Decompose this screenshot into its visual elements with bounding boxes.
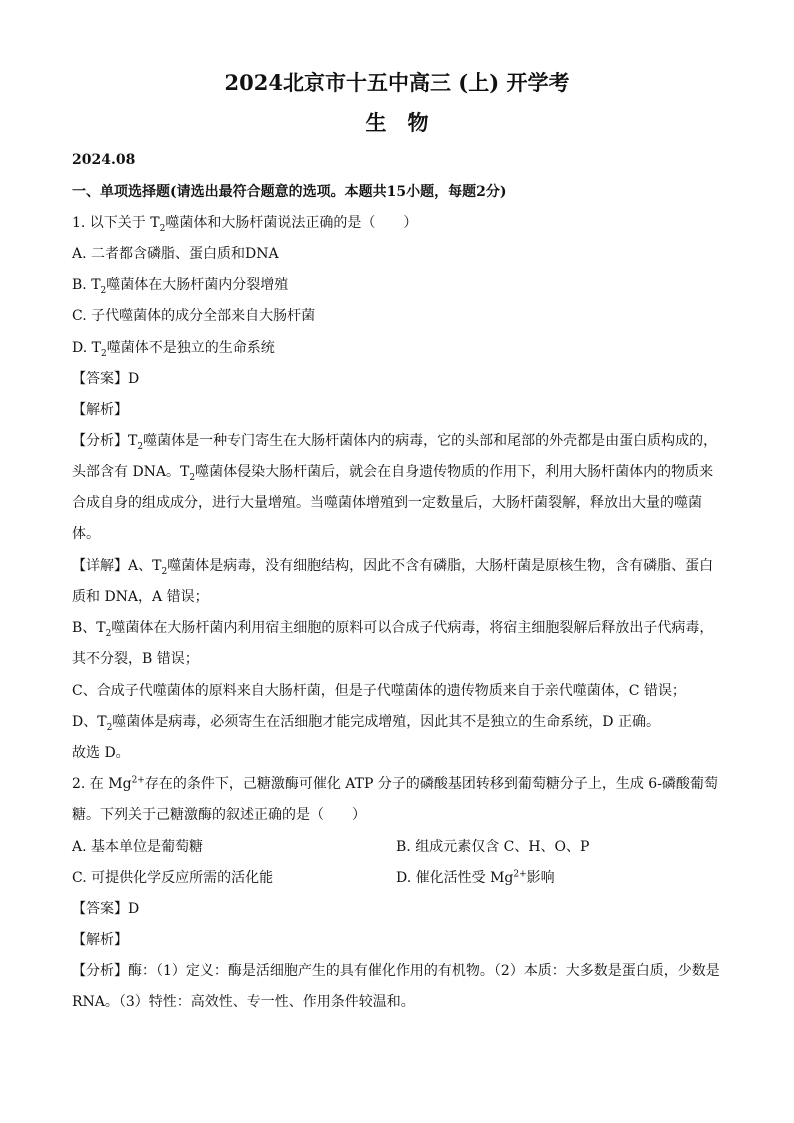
q1-stem: 1. 以下关于 $T_2$噬菌体和大肠杆菌说法正确的是（ ） <box>72 215 418 234</box>
q1-fenxi: 【分析】$T_2$噬菌体是一种专门寄生在大肠杆菌体内的病毒，它的头部和尾部的外壳都是由蛋白质构成的，头部含有 DNA。$T_2$噬菌体侵染大肠杆菌后，就会在自身遗传物质的作用下，利用大肠杆菌体内的物质来合成自身的组成成分，进行大量增殖。当噬菌体增殖到一定数量后，大肠杆菌裂解，释放出大量的噬菌体。 <box>72 433 718 542</box>
q1-answer: 【答案】D <box>72 371 140 387</box>
q1-detail-c: C、合成子代噬菌体的原料来自大肠杆菌，但是子代噬菌体的遗传物质来自于亲代噬菌体，C 错误； <box>72 683 686 699</box>
q2-option-c: C. 可提供化学反应所需的活化能 <box>72 870 274 886</box>
q1-detail-b: B、$T_2$噬菌体在大肠杆菌内利用宿主细胞的原料可以合成子代病毒，将宿主细胞裂解后释放出子代病毒，其不分裂，B 错误； <box>72 620 714 667</box>
q1-conclusion: 故选 D。 <box>72 745 130 761</box>
q2-option-d: D. 催化活性受 $Mg^{2+}$影响 <box>396 869 555 886</box>
section-heading: 一、单项选择题(请选出最符合题意的选项。本题共15小题，每题2分) <box>72 184 507 200</box>
q1-option-d: D. $T_2$噬菌体不是独立的生命系统 <box>72 340 275 359</box>
q1-option-c: C. 子代噬菌体的成分全部来自大肠杆菌 <box>72 308 316 324</box>
q1-detail-d: D、$T_2$噬菌体是病毒，必须寄生在活细胞才能完成增殖，因此其不是独立的生命系统，D 正确。 <box>72 714 660 733</box>
page-title: 2024北京市十五中高三 (上) 开学考 <box>224 70 570 95</box>
q2-answer: 【答案】D <box>72 901 140 917</box>
exam-date: 2024.08 <box>72 152 136 168</box>
q2-option-b: B. 组成元素仅含 C、H、O、P <box>396 839 590 855</box>
q1-option-a: A. 二者都含磷脂、蛋白质和DNA <box>72 246 279 262</box>
q1-option-b: B. $T_2$噬菌体在大肠杆菌内分裂增殖 <box>72 277 289 296</box>
q2-analysis-label: 【解析】 <box>72 932 128 948</box>
q2-fenxi: 【分析】酶：（1）定义：酶是活细胞产生的具有催化作用的有机物。（2）本质：大多数是蛋白质，少数是 RNA。（3）特性：高效性、专一性、作用条件较温和。 <box>72 963 720 1010</box>
q1-analysis-label: 【解析】 <box>72 402 128 418</box>
q2-option-a: A. 基本单位是葡萄糖 <box>72 839 204 855</box>
subject-title: 生 物 <box>365 110 429 135</box>
q1-detail-a: 【详解】A、$T_2$噬菌体是病毒，没有细胞结构，因此不含有磷脂，大肠杆菌是原核生物，含有磷脂、蛋白质和 DNA，A 错误； <box>72 558 714 605</box>
q2-stem: 2. 在 $Mg^{2+}$存在的条件下，己糖激酶可催化 ATP 分子的磷酸基团转移到葡萄糖分子上，生成 6-磷酸葡萄糖。下列关于己糖激酶的叙述正确的是（ ） <box>72 775 718 823</box>
